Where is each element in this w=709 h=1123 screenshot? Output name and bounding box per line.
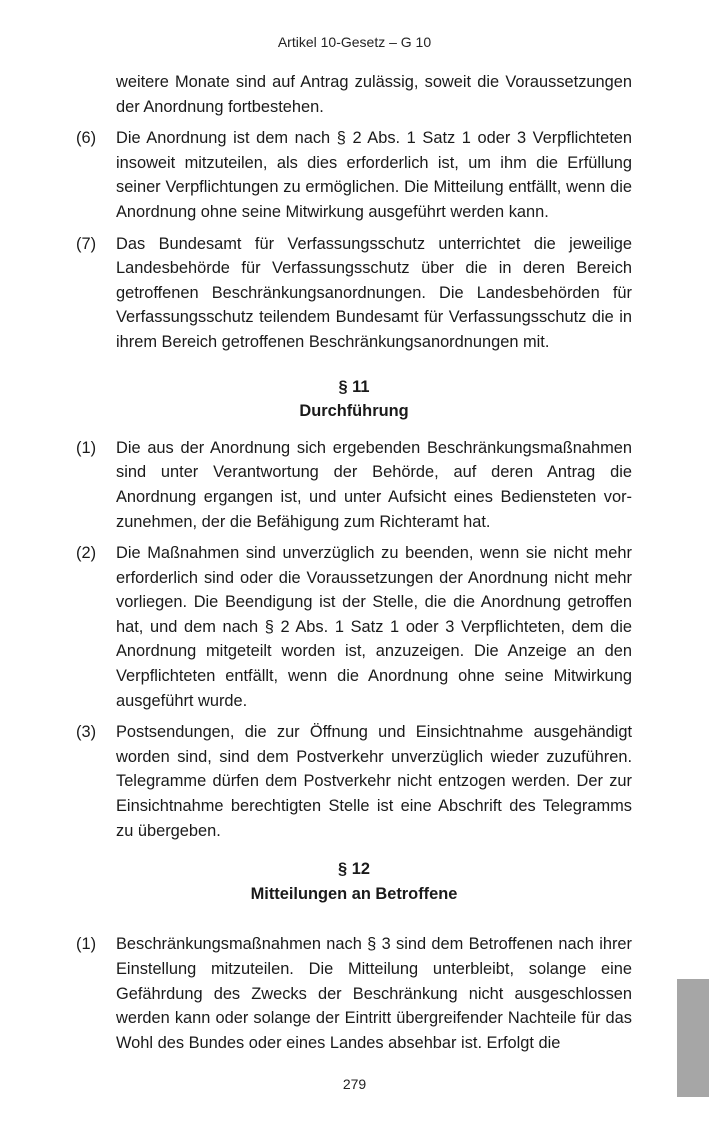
paragraph-11-1 bbox=[76, 436, 632, 534]
section-12-heading bbox=[76, 857, 632, 906]
section-title: Mitteilungen an Betroffene bbox=[250, 884, 458, 903]
page-body bbox=[76, 70, 632, 1062]
paragraph-12-1 bbox=[76, 932, 632, 1055]
section-11-heading bbox=[76, 375, 632, 424]
paragraph-text: Das Bundesamt für Verfassungsschutz unterrichtet die jeweilige Landesbehörde für Verfassungsschutz über die in deren Bereich getroffenen Beschränkungsanordnungen. Die Landesbehörden für Verfassungsschutz teilendem Bundesamt für Verfassungsschutz die in ihrem Bereich getroffenen Beschränkungsanordnungen mit. bbox=[116, 234, 632, 351]
paragraph-text: Die Maßnahmen sind unverzüglich zu beenden, wenn sie nicht mehr erforderlich sind oder die Voraussetzungen der Anordnung nicht mehr vorliegen. Die Beendigung ist der Stelle, die die Anordnung getroffen hat, und dem nach § 2 Abs. 1 Satz 1 oder 3 Verpflichteten, dem die Anordnung mitgeteilt worden ist, anzuzeigen. Die Anzeige an den Verpflichteten entfällt, wenn die Anordnung ohne seine Mitwirkung ausgeführt wurde. bbox=[116, 544, 632, 710]
paragraph-text: Die aus der Anordnung sich ergebenden Beschränkungsmaßnahmen sind unter Verantwortung der Behörde, auf deren Antrag die Anordnung ergangen ist, und unter Aufsicht eines Bediensteten vorzunehmen, der die Befähigung zum Richteramt hat. bbox=[116, 438, 632, 531]
paragraph-number: (2) bbox=[76, 544, 97, 563]
paragraph-11-3 bbox=[76, 720, 632, 843]
running-header: Artikel 10-Gesetz – G 10 bbox=[277, 34, 432, 50]
paragraph-text: Die Anordnung ist dem nach § 2 Abs. 1 Satz 1 oder 3 Verpflichteten insoweit mitzuteilen, als dies erforderlich ist, um ihm die Erfüllung seiner Verpflichtungen zu ermöglichen. Die Mitteilung entfällt, wenn die Anordnung ohne seine Mitwirkung ausgeführt werden kann. bbox=[116, 129, 632, 221]
paragraph-number: (6) bbox=[76, 129, 97, 148]
paragraph-number: (3) bbox=[76, 723, 97, 742]
paragraph-10-6 bbox=[76, 126, 632, 224]
paragraph-text: Postsendungen, die zur Öffnung und Einsichtnahme ausgehändigt worden sind, sind dem Postverkehr unverzüglich wieder zuzuführen. Telegramme dürfen dem Postverkehr nicht entzogen werden. Der zur Einsichtnahme berechtigten Stelle ist eine Abschrift des Telegramms zu übergeben. bbox=[116, 723, 632, 840]
thumb-index-tab bbox=[677, 979, 709, 1097]
section-title: Durchführung bbox=[299, 402, 409, 421]
paragraph-number: (7) bbox=[76, 234, 97, 253]
paragraph-11-2 bbox=[76, 541, 632, 713]
paragraph-number: (1) bbox=[76, 935, 97, 954]
paragraph-text: Beschränkungsmaßnahmen nach § 3 sind dem Betroffenen nach ihrer Einstellung mitzuteilen. Die Mitteilung unterbleibt, solange eine Gefährdung des Zwecks der Beschränkung nicht ausgeschlossen werden kann oder solange der Eintritt übergreifender Nachteile für das Wohl des Bundes oder eines Landes absehbar ist. Erfolgt die bbox=[116, 935, 632, 1052]
paragraph-10-7 bbox=[76, 232, 632, 355]
continuation-paragraph: weitere Monate sind auf Antrag zulässig, soweit die Voraussetzungen der Anordnung fortbestehen. bbox=[116, 73, 632, 116]
page-number: 279 bbox=[342, 1076, 367, 1092]
paragraph-number: (1) bbox=[76, 438, 97, 457]
section-label: § 11 bbox=[338, 377, 370, 396]
section-label: § 12 bbox=[338, 860, 370, 879]
